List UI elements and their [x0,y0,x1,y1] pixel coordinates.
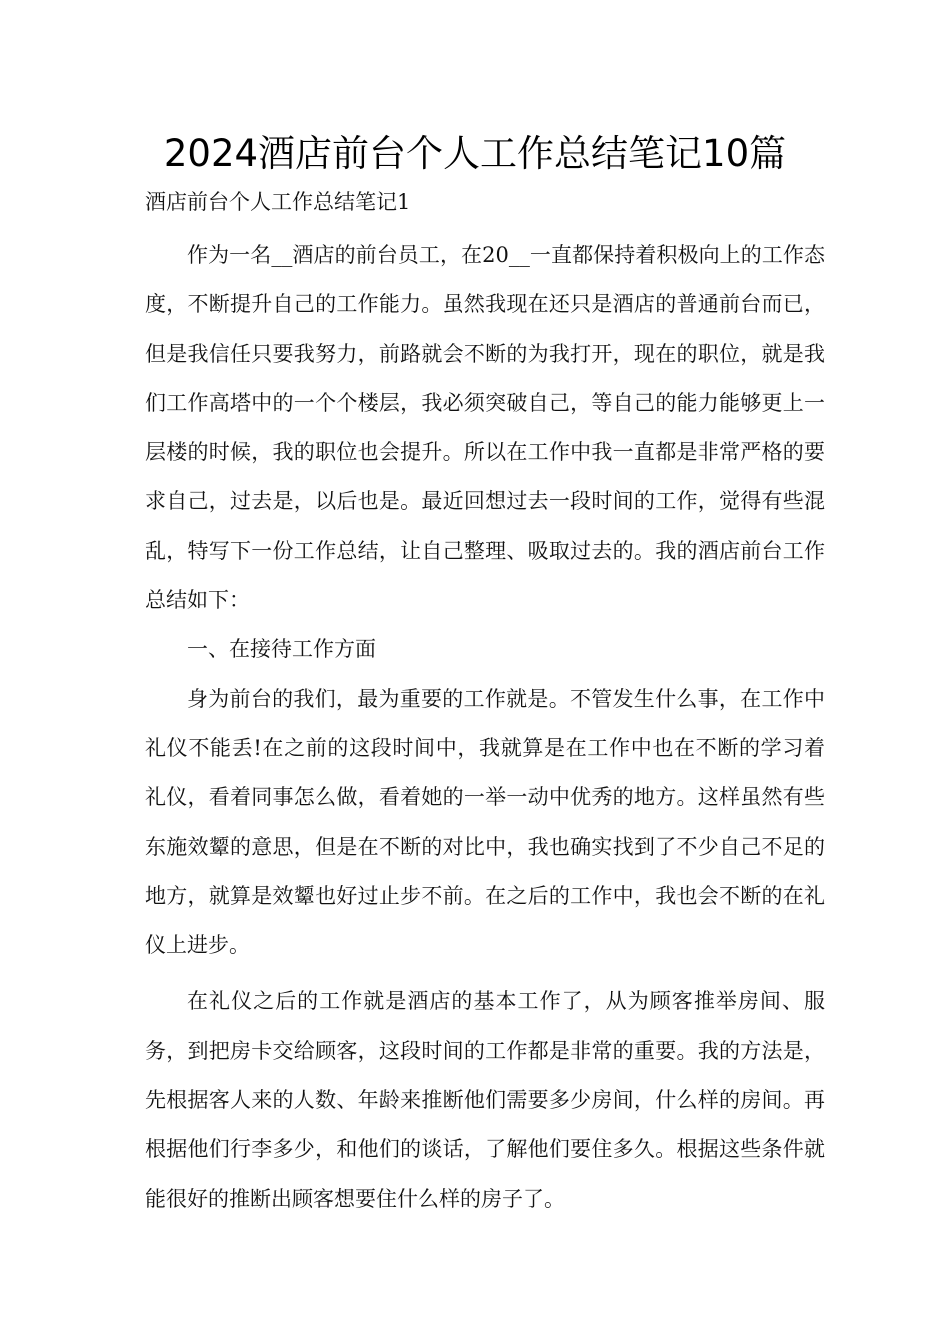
document-title: 2024酒店前台个人工作总结笔记10篇 [163,132,787,175]
paragraph-basic-work: 在礼仪之后的工作就是酒店的基本工作了，从为顾客推举房间、服务，到把房卡交给顾客，这段时间的工作都是非常的重要。我的方法是，先根据客人来的人数、年龄来推断他们需要多少房间，什么样的房间。再根据他们行李多少，和他们的谈话，了解他们要住多久。根据这些条件就能很好的推断出顾客想要住什么样的房子了。 [145,989,825,1211]
paragraph-intro: 作为一名__酒店的前台员工，在20__一直都保持着积极向上的工作态度，不断提升自己的工作能力。虽然我现在还只是酒店的普通前台而已，但是我信任只要我努力，前路就会不断的为我打开，现在的职位，就是我们工作高塔中的一个个楼层，我必须突破自己，等自己的能力能够更上一层楼的时候，我的职位也会提升。所以在工作中我一直都是非常严格的要求自己，过去是，以后也是。最近回想过去一段时间的工作，觉得有些混乱，特写下一份工作总结，让自己整理、吸取过去的。我的酒店前台工作总结如下： [145,243,825,613]
section-heading: 一、在接待工作方面 [187,637,376,662]
paragraph-etiquette: 身为前台的我们，最为重要的工作就是。不管发生什么事，在工作中礼仪不能丢!在之前的这段时间中，我就算是在工作中也在不断的学习着礼仪，看着同事怎么做，看着她的一举一动中优秀的地方。这样虽然有些东施效颦的意思，但是在不断的对比中，我也确实找到了不少自己不足的地方，就算是效颦也好过止步不前。在之后的工作中，我也会不断的在礼仪上进步。 [145,686,825,958]
document-body [145,182,825,1224]
document-subtitle: 酒店前台个人工作总结笔记1 [145,190,411,214]
